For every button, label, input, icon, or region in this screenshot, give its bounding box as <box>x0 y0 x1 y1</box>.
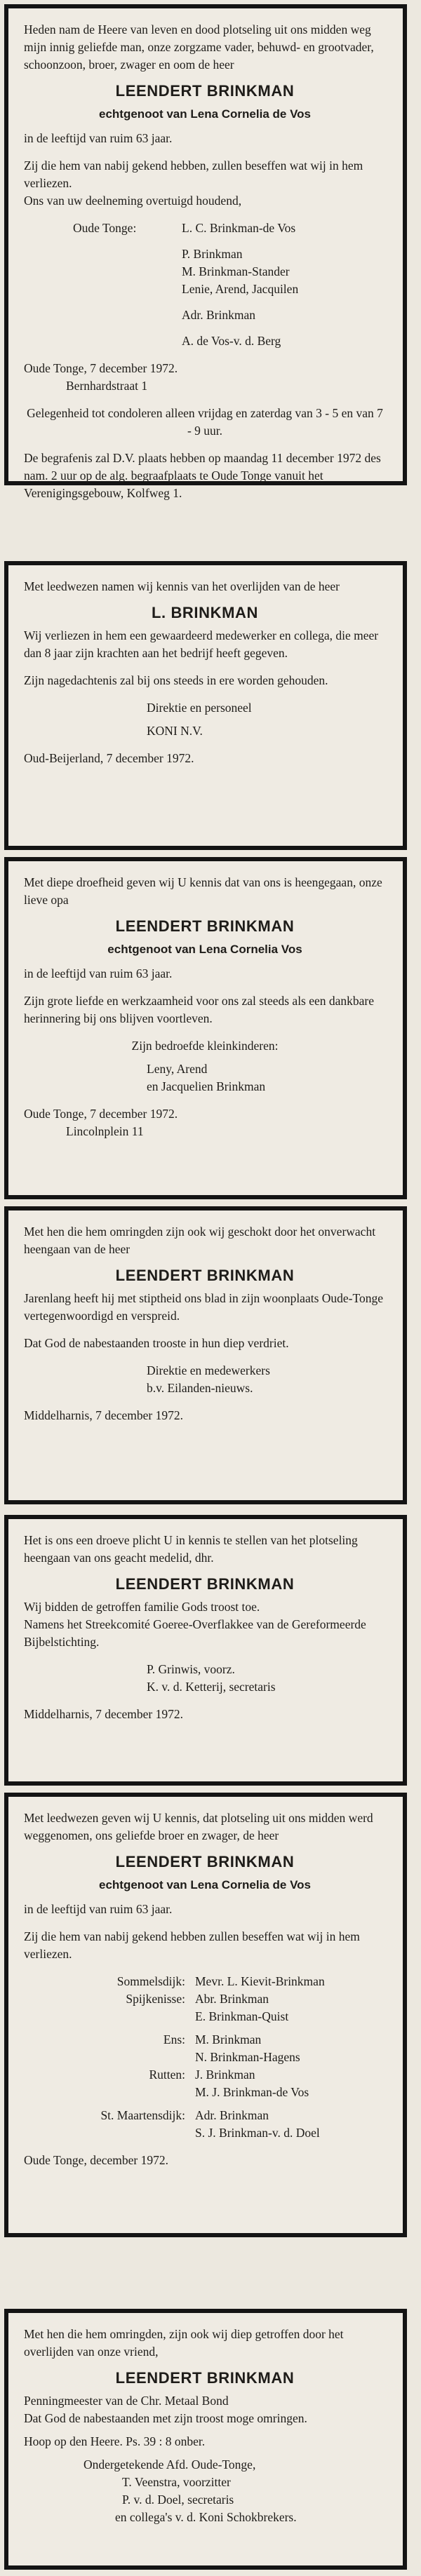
deceased-name: L. BRINKMAN <box>151 604 259 621</box>
family-name: M. Brinkman <box>195 2032 262 2046</box>
intro-text: Heden nam de Heere van leven en dood plotseling uit ons midden weg mijn innig geliefde man, onze zorgzame vader, behuwd- en grootvader, schoonzoon, broer, zwager en oom de heer <box>24 22 374 72</box>
family-place: Spijkenisse: <box>126 1992 185 2006</box>
grandchildren-death-notice <box>4 857 407 1199</box>
family-name: S. J. Brinkman-v. d. Doel <box>195 2126 320 2140</box>
signature-place: Oude Tonge: <box>73 221 137 235</box>
signer: L. C. Brinkman-de Vos <box>182 221 296 235</box>
date-line: Oude Tonge, 7 december 1972. <box>24 361 178 375</box>
signer: Direktie en medewerkers <box>147 1363 270 1377</box>
signer: P. v. d. Doel, secretaris <box>122 2493 234 2507</box>
signer: P. Brinkman <box>182 247 243 261</box>
signature-block <box>24 220 386 350</box>
date-line: Oud-Beijerland, 7 december 1972. <box>24 751 194 765</box>
family-name: J. Brinkman <box>195 2068 255 2082</box>
company-death-notice <box>4 561 407 850</box>
family-place: Ens: <box>163 2032 185 2046</box>
body-text: Zij die hem van nabij gekend hebben, zullen beseffen wat wij in hem verliezen. <box>24 159 363 190</box>
body-text: Zijn bedroefde kleinkinderen: <box>131 1039 279 1053</box>
body-text: Jarenlang heeft hij met stiptheid ons blad in zijn woonplaats Oude-Tonge vertegenwoordigd en verspreid. <box>24 1291 383 1323</box>
signer: Lenie, Arend, Jacquilen <box>182 282 299 296</box>
deceased-name: LEENDERT BRINKMAN <box>115 82 295 100</box>
family-name: N. Brinkman-Hagens <box>195 2050 300 2064</box>
body-text: Zij die hem van nabij gekend hebben zullen beseffen wat wij in hem verliezen. <box>24 1929 360 1961</box>
family-entry <box>24 1990 386 2025</box>
family-place: Rutten: <box>149 2068 185 2082</box>
age-line: in de leeftijd van ruim 63 jaar. <box>24 966 173 980</box>
signer: en Jacquelien Brinkman <box>147 1079 266 1093</box>
body-text: Wij verliezen in hem een gewaardeerd medewerker en collega, die meer dan 8 jaar zijn krachten aan het bedrijf heeft gegeven. <box>24 628 379 660</box>
intro-text: Het is ons een droeve plicht U in kennis te stellen van het plotseling heengaan van ons geacht medelid, dhr. <box>24 1533 358 1565</box>
age-line: in de leeftijd van ruim 63 jaar. <box>24 1902 173 1916</box>
funeral-info: De begrafenis zal D.V. plaats hebben op maandag 11 december 1972 des nam. 2 uur op de alg. begraafplaats te Oude Tonge vanuit het Verenigingsgebouw, Kolfweg 1. <box>24 451 381 500</box>
intro-text: Met leedwezen geven wij U kennis, dat plotseling uit ons midden werd weggenomen, ons geliefde broer en zwager, de heer <box>24 1811 373 1842</box>
body-text: Wij bidden de getroffen familie Gods troost toe. <box>24 1600 260 1614</box>
foundation-death-notice <box>4 1515 407 1786</box>
deceased-name: LEENDERT BRINKMAN <box>115 1853 295 1870</box>
spouse-line: echtgenoot van Lena Cornelia de Vos <box>99 107 311 121</box>
signer: Ondergetekende Afd. Oude-Tonge, <box>83 2457 256 2472</box>
signer: Leny, Arend <box>147 1062 208 1076</box>
signer: Adr. Brinkman <box>182 308 255 322</box>
family-entry <box>24 2066 386 2101</box>
siblings-death-notice <box>4 1793 407 2237</box>
deceased-name: LEENDERT BRINKMAN <box>115 1267 295 1284</box>
date-line: Oude Tonge, december 1972. <box>24 2153 168 2167</box>
age-line: in de leeftijd van ruim 63 jaar. <box>24 131 173 145</box>
body-text: Dat God de nabestaanden trooste in hun diep verdriet. <box>24 1336 289 1350</box>
date-line: Middelharnis, 7 december 1972. <box>24 1408 183 1422</box>
family-entry <box>24 2031 386 2066</box>
body-text: Ons van uw deelneming overtuigd houdend, <box>24 194 242 208</box>
family-death-notice <box>4 4 407 500</box>
date-line: Middelharnis, 7 december 1972. <box>24 1707 183 1721</box>
signer: M. Brinkman-Stander <box>182 264 290 278</box>
spouse-line: echtgenoot van Lena Cornelia Vos <box>107 943 302 956</box>
address-line: Lincolnplein 11 <box>66 1124 144 1138</box>
condolence-info: Gelegenheid tot condoleren alleen vrijdag en zaterdag van 3 - 5 en van 7 - 9 uur. <box>27 406 383 438</box>
signer: KONI N.V. <box>147 724 203 738</box>
family-name: Adr. Brinkman <box>195 2108 269 2122</box>
body-text: Namens het Streekcomité Goeree-Overflakkee van de Gereformeerde Bijbelstichting. <box>24 1617 366 1649</box>
intro-text: Met hen die hem omringden, zijn ook wij diep getroffen door het overlijden van onze vriend, <box>24 2327 344 2359</box>
address-line: Bernhardstraat 1 <box>66 379 148 393</box>
body-text: Zijn nagedachtenis zal bij ons steeds in ere worden gehouden. <box>24 673 328 687</box>
signer: T. Veenstra, voorzitter <box>122 2475 231 2489</box>
date-line: Oude Tonge, 7 december 1972. <box>24 1107 178 1121</box>
family-place: St. Maartensdijk: <box>100 2108 185 2122</box>
deceased-name: LEENDERT BRINKMAN <box>115 917 295 935</box>
signer: Direktie en personeel <box>147 701 252 715</box>
signer: en collega's v. d. Koni Schokbrekers. <box>115 2510 297 2524</box>
family-entry <box>24 2107 386 2142</box>
scripture-line: Hoop op den Heere. Ps. 39 : 8 onber. <box>24 2434 206 2448</box>
signer: P. Grinwis, voorz. <box>147 1662 235 1676</box>
intro-text: Met hen die hem omringden zijn ook wij geschokt door het onverwacht heengaan van de heer <box>24 1225 376 1256</box>
family-entry <box>24 1973 386 1990</box>
deceased-name: LEENDERT BRINKMAN <box>115 2369 295 2387</box>
deceased-name: LEENDERT BRINKMAN <box>115 1575 295 1593</box>
signer: A. de Vos-v. d. Berg <box>182 334 281 348</box>
signer: b.v. Eilanden-nieuws. <box>147 1381 253 1395</box>
family-name: E. Brinkman-Quist <box>195 2009 289 2023</box>
family-place: Sommelsdijk: <box>116 1974 185 1988</box>
body-text: Dat God de nabestaanden met zijn troost moge omringen. <box>24 2411 307 2425</box>
union-death-notice <box>4 2309 407 2570</box>
spouse-line: echtgenoot van Lena Cornelia de Vos <box>99 1878 311 1891</box>
signer: K. v. d. Ketterij, secretaris <box>147 1680 276 1694</box>
body-text: Zijn grote liefde en werkzaamheid voor ons zal steeds als een dankbare herinnering bij ons blijven voortleven. <box>24 994 375 1025</box>
newspaper-death-notice <box>4 1206 407 1504</box>
family-name: Abr. Brinkman <box>195 1992 269 2006</box>
intro-text: Met diepe droefheid geven wij U kennis dat van ons is heengegaan, onze lieve opa <box>24 875 382 907</box>
family-name: Mevr. L. Kievit-Brinkman <box>195 1974 325 1988</box>
intro-text: Met leedwezen namen wij kennis van het overlijden van de heer <box>24 579 340 593</box>
role-line: Penningmeester van de Chr. Metaal Bond <box>24 2394 229 2408</box>
family-name: M. J. Brinkman-de Vos <box>195 2085 309 2099</box>
